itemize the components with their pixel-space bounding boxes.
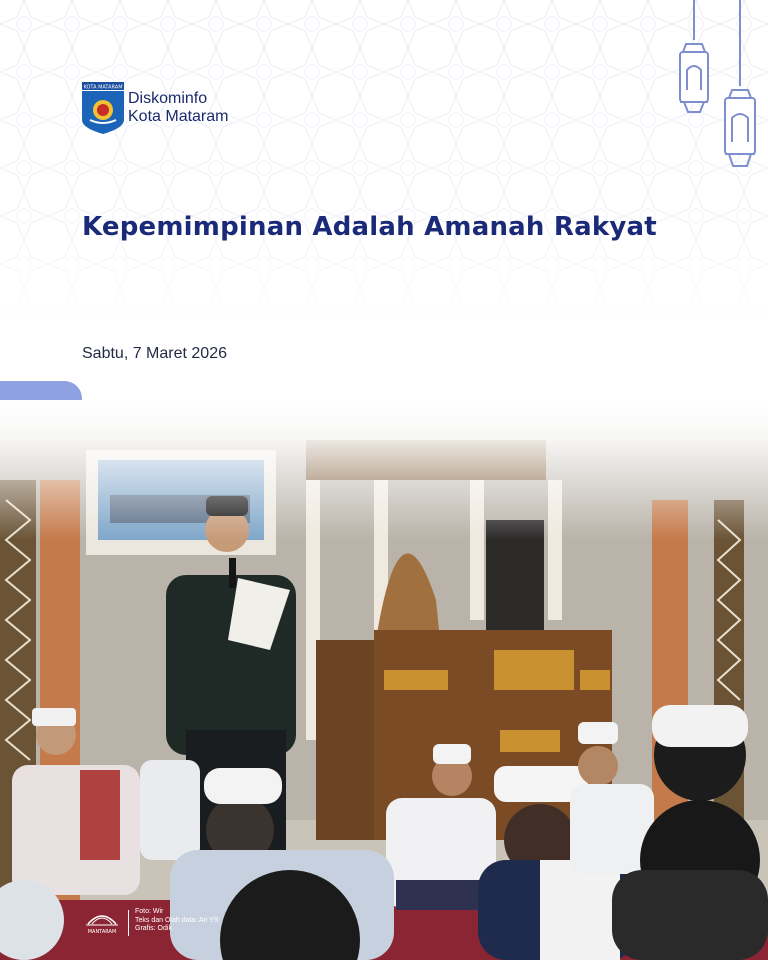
- credit-logo-icon: [82, 908, 122, 936]
- event-photo: [0, 400, 768, 960]
- svg-text:KOTA MATARAM: KOTA MATARAM: [83, 84, 123, 91]
- post-title: Kepemimpinan Adalah Amanah Rakyat: [82, 212, 657, 242]
- hanging-lanterns-icon: [672, 0, 768, 180]
- credit-lines: [135, 908, 219, 934]
- city-emblem-icon: [82, 82, 124, 134]
- credit-photo: Foto: Wir: [135, 908, 164, 915]
- credit-divider: [128, 910, 129, 936]
- brand-line-2: Kota Mataram: [128, 108, 229, 125]
- photo-fade-overlay: [0, 400, 768, 540]
- brand-line-1: Diskominfo: [128, 90, 208, 107]
- post-date: Sabtu, 7 Maret 2026: [82, 345, 227, 362]
- background-pattern: [0, 0, 768, 330]
- credit-text: Teks dan Olah data: Ari YS: [135, 916, 219, 924]
- brand-logo: [82, 82, 228, 134]
- brand-name: [128, 90, 228, 126]
- svg-text:MANTARAM: MANTARAM: [87, 929, 117, 935]
- photo-credits: [82, 908, 219, 936]
- credit-graphic: Grafis: Odik: [135, 925, 172, 932]
